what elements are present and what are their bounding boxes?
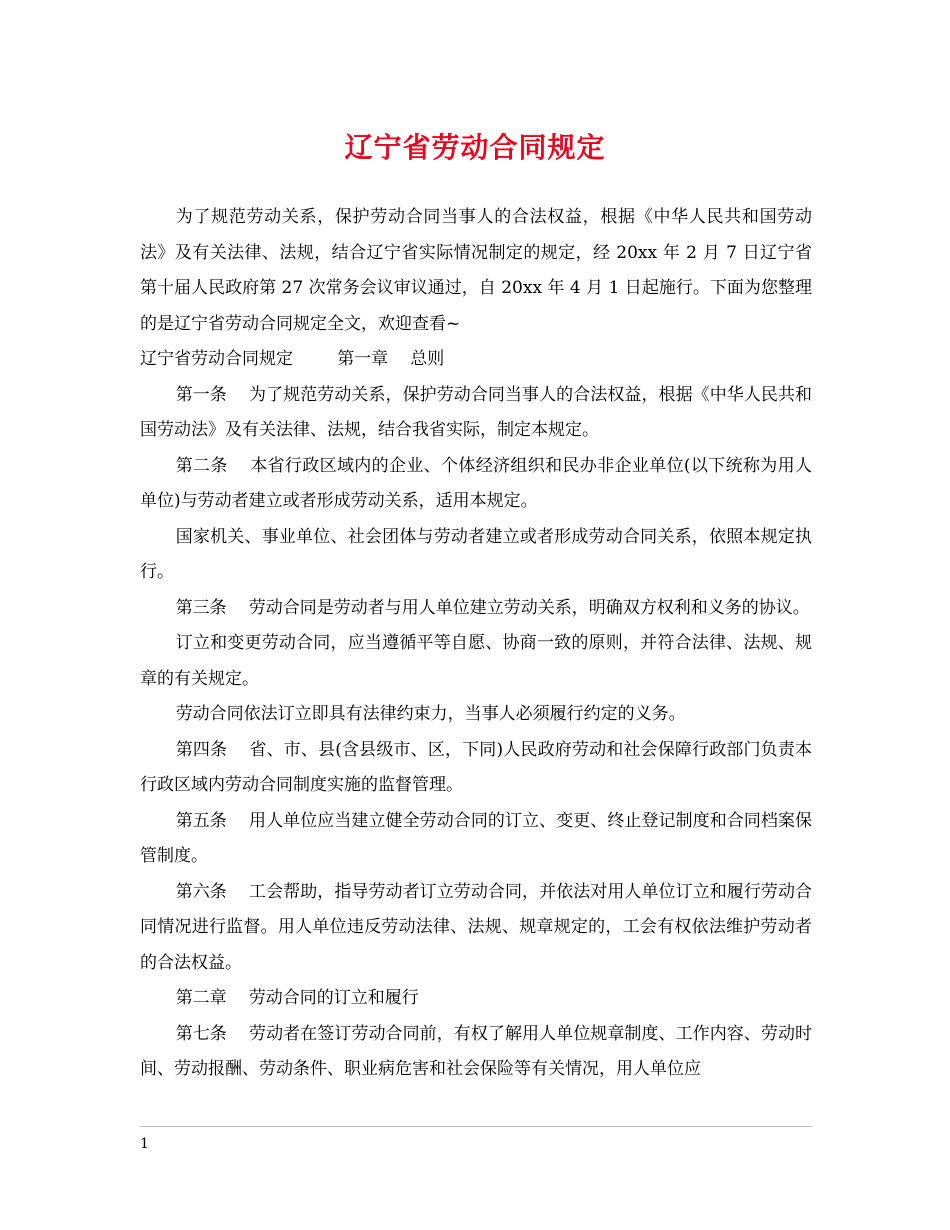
page-number: 1 bbox=[140, 1136, 149, 1152]
article-text: 用人单位应当建立健全劳动合同的订立、变更、终止登记制度和合同档案保管制度。 bbox=[140, 810, 813, 866]
article-label: 第六条 bbox=[175, 881, 227, 902]
article-text: 省、市、县(含县级市、区，下同)人民政府劳动和社会保障行政部门负责本行政区域内劳动合同制度实施的监督管理。 bbox=[140, 739, 812, 795]
article-label: 第二条 bbox=[175, 455, 228, 476]
article-text: 订立和变更劳动合同，应当遵循平等自愿、协商一致的原则，并符合法律、法规、规章的有关规定。 bbox=[140, 633, 812, 689]
article-label: 第一条 bbox=[175, 384, 227, 405]
article-paragraph bbox=[140, 733, 812, 804]
article-text: 本省行政区域内的企业、个体经济组织和民办非企业单位(以下统称为用人单位)与劳动者建立或者形成劳动关系，适用本规定。 bbox=[140, 455, 813, 511]
article-paragraph bbox=[140, 591, 812, 627]
chapter-heading-line bbox=[140, 342, 812, 378]
doc-name: 辽宁省劳动合同规定 bbox=[140, 349, 293, 369]
chapter-label: 第二章 bbox=[175, 988, 227, 1008]
article-paragraph bbox=[140, 626, 812, 697]
chapter-title: 总则 bbox=[410, 349, 445, 369]
footer-divider bbox=[140, 1126, 812, 1127]
article-text: 国家机关、事业单位、社会团体与劳动者建立或者形成劳动合同关系，依照本规定执行。 bbox=[140, 526, 812, 582]
chapter-title: 劳动合同的订立和履行 bbox=[248, 988, 419, 1008]
article-paragraph bbox=[140, 804, 812, 875]
article-paragraph bbox=[140, 697, 812, 733]
article-text: 工会帮助，指导劳动者订立劳动合同，并依法对用人单位订立和履行劳动合同情况进行监督。用人单位违反劳动法律、法规、规章规定的，工会有权依法维护劳动者的合法权益。 bbox=[140, 881, 813, 973]
article-label: 第四条 bbox=[175, 739, 228, 760]
article-paragraph bbox=[140, 449, 812, 520]
document-body bbox=[140, 200, 812, 1088]
article-label: 第七条 bbox=[175, 1023, 227, 1044]
article-paragraph bbox=[140, 1017, 812, 1088]
article-text: 劳动合同是劳动者与用人单位建立劳动关系，明确双方权利和义务的协议。 bbox=[248, 597, 810, 618]
article-label: 第三条 bbox=[175, 597, 227, 618]
article-paragraph bbox=[140, 378, 812, 449]
document-title: 辽宁省劳动合同规定 bbox=[344, 131, 606, 164]
chapter-label: 第一章 bbox=[337, 349, 389, 369]
intro-paragraph: 为了规范劳动关系，保护劳动合同当事人的合法权益，根据《中华人民共和国劳动法》及有关法律、法规，结合辽宁省实际情况制定的规定，经 20xx 年 2 月 7 日辽宁省第十届人民政府第 27 次常务会议审议通过，自 20xx 年 4 月 1 日起施行。下面为您整理的是辽宁省劳动合同规定全文，欢迎查看~ bbox=[140, 207, 812, 334]
article-text: 为了规范劳动关系，保护劳动合同当事人的合法权益，根据《中华人民共和国劳动法》及有关法律、法规，结合我省实际，制定本规定。 bbox=[140, 384, 813, 440]
article-text: 劳动合同依法订立即具有法律约束力，当事人必须履行约定的义务。 bbox=[175, 704, 686, 724]
article-text: 劳动者在签订劳动合同前，有权了解用人单位规章制度、工作内容、劳动时间、劳动报酬、劳动条件、职业病危害和社会保险等有关情况，用人单位应 bbox=[140, 1023, 813, 1079]
chapter-heading bbox=[140, 981, 812, 1017]
article-paragraph bbox=[140, 520, 812, 591]
article-label: 第五条 bbox=[175, 810, 227, 831]
article-paragraph bbox=[140, 875, 812, 982]
